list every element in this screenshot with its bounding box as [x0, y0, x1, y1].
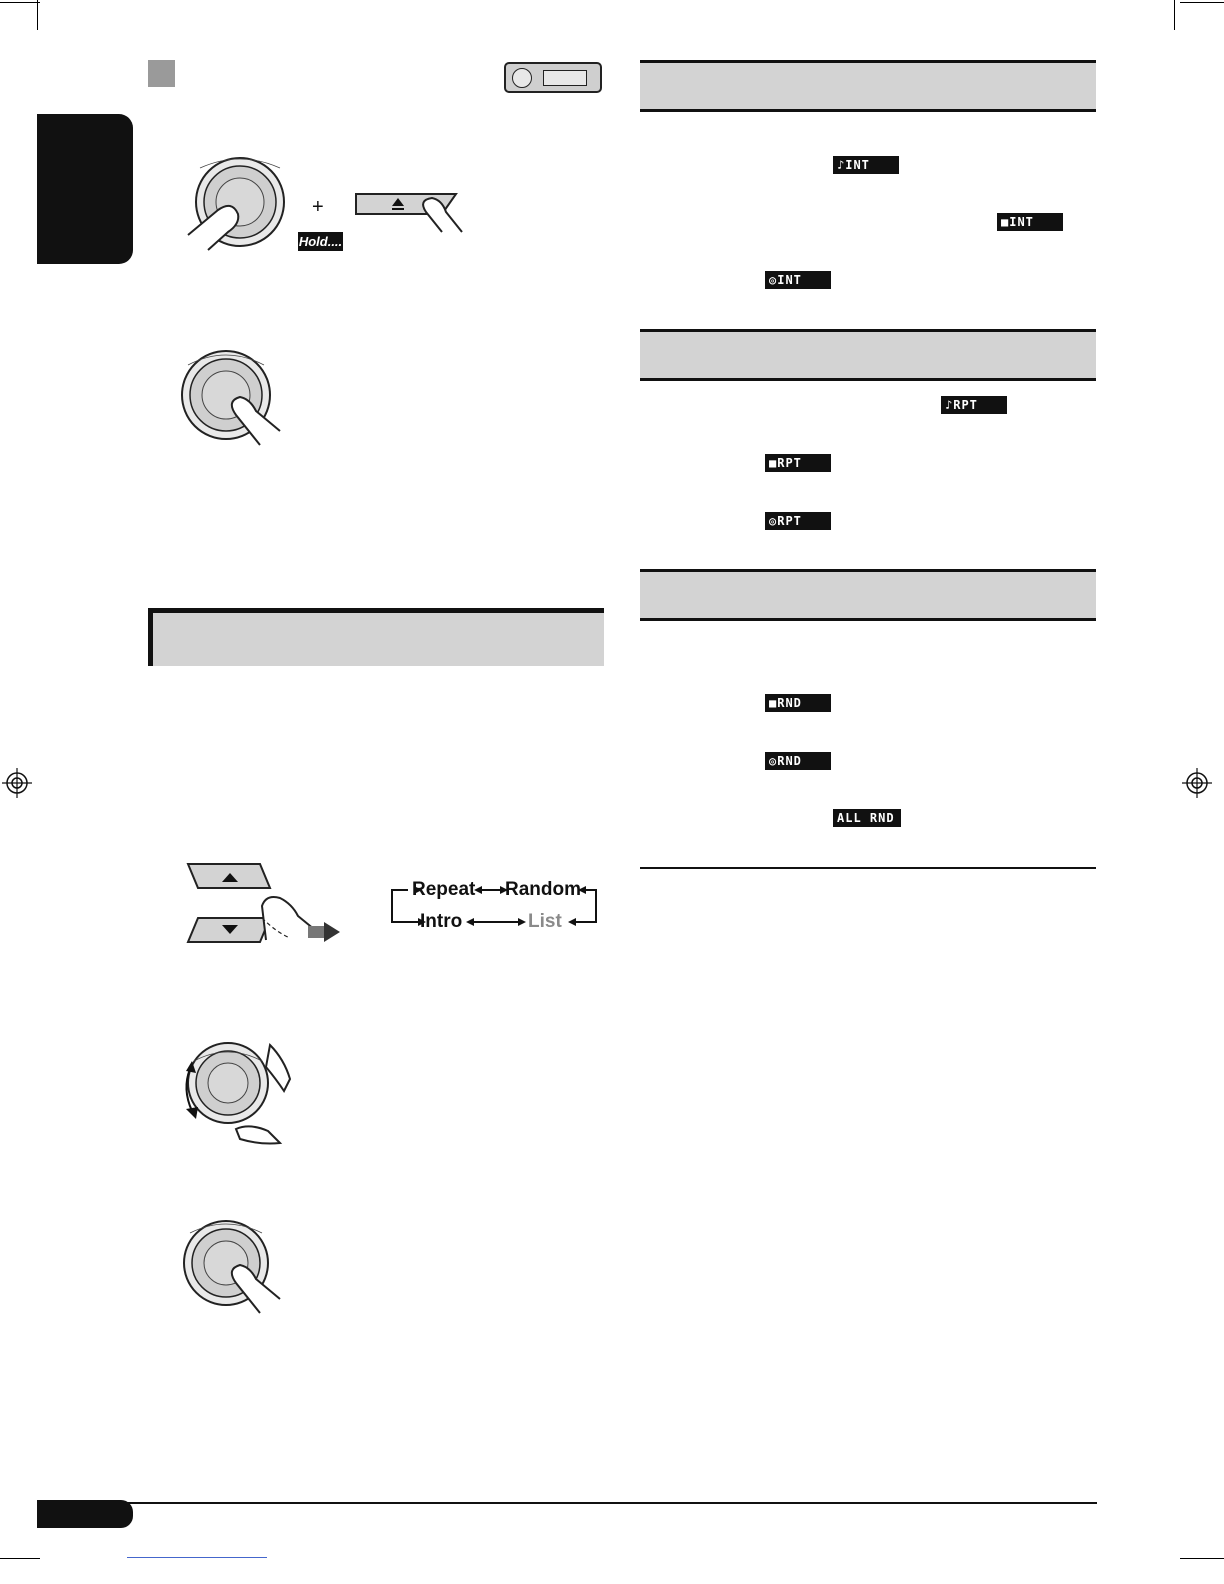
lcd-intro-folder: ■INT [997, 213, 1063, 231]
up-down-buttons-illustration [180, 858, 350, 953]
arrow-right-icon [308, 926, 324, 938]
step-marker [148, 60, 175, 87]
section-header-random [640, 569, 1096, 621]
lcd-random-all: ALL RND [833, 809, 901, 827]
knob-press-illustration-1 [180, 345, 290, 455]
mode-list-label: List [528, 911, 562, 932]
lcd-random-folder: ■RND [765, 694, 831, 712]
crop-mark-bl-h [0, 1558, 40, 1559]
crop-mark-tl-v [37, 0, 38, 30]
unit-display-icon [543, 70, 587, 86]
up-button-icon [188, 864, 270, 888]
mode-random-label: Random [505, 879, 581, 900]
down-button-icon [188, 918, 270, 942]
registration-mark-right-icon [1182, 768, 1212, 798]
footer-rule [37, 1502, 1097, 1504]
mode-intro-label: Intro [420, 911, 463, 932]
lcd-intro-disc: ◎INT [765, 271, 831, 289]
crop-mark-tr-h [1180, 2, 1224, 3]
lcd-repeat-disc: ◎RPT [765, 512, 831, 530]
crop-mark-tr-v [1174, 0, 1175, 30]
language-tab [37, 114, 133, 264]
section-header-intro [640, 60, 1096, 112]
page-number-tab [37, 1500, 133, 1528]
plus-sign: + [312, 196, 324, 218]
unit-knob-icon [512, 68, 532, 88]
unit-panel-icon [504, 62, 602, 93]
knob-press-illustration-2 [180, 1215, 290, 1320]
lcd-repeat-track: ♪RPT [941, 396, 1007, 414]
section-header-mode-select [148, 608, 604, 666]
finger-top-icon [266, 1045, 290, 1091]
footer-underline [127, 1557, 267, 1558]
registration-mark-left-icon [2, 768, 32, 798]
lcd-random-disc: ◎RND [765, 752, 831, 770]
section-header-repeat [640, 329, 1096, 381]
knob-turn-illustration [180, 1035, 300, 1150]
crop-mark-br-h [1180, 1558, 1224, 1559]
section-end-rule [640, 867, 1096, 869]
lcd-repeat-folder: ■RPT [765, 454, 831, 472]
lcd-intro-track: ♪INT [833, 156, 899, 174]
finger-bottom-icon [236, 1126, 280, 1143]
crop-mark-tl-h [0, 2, 40, 3]
hold-badge: Hold.... [298, 234, 343, 249]
mode-repeat-label: Repeat [412, 879, 476, 900]
